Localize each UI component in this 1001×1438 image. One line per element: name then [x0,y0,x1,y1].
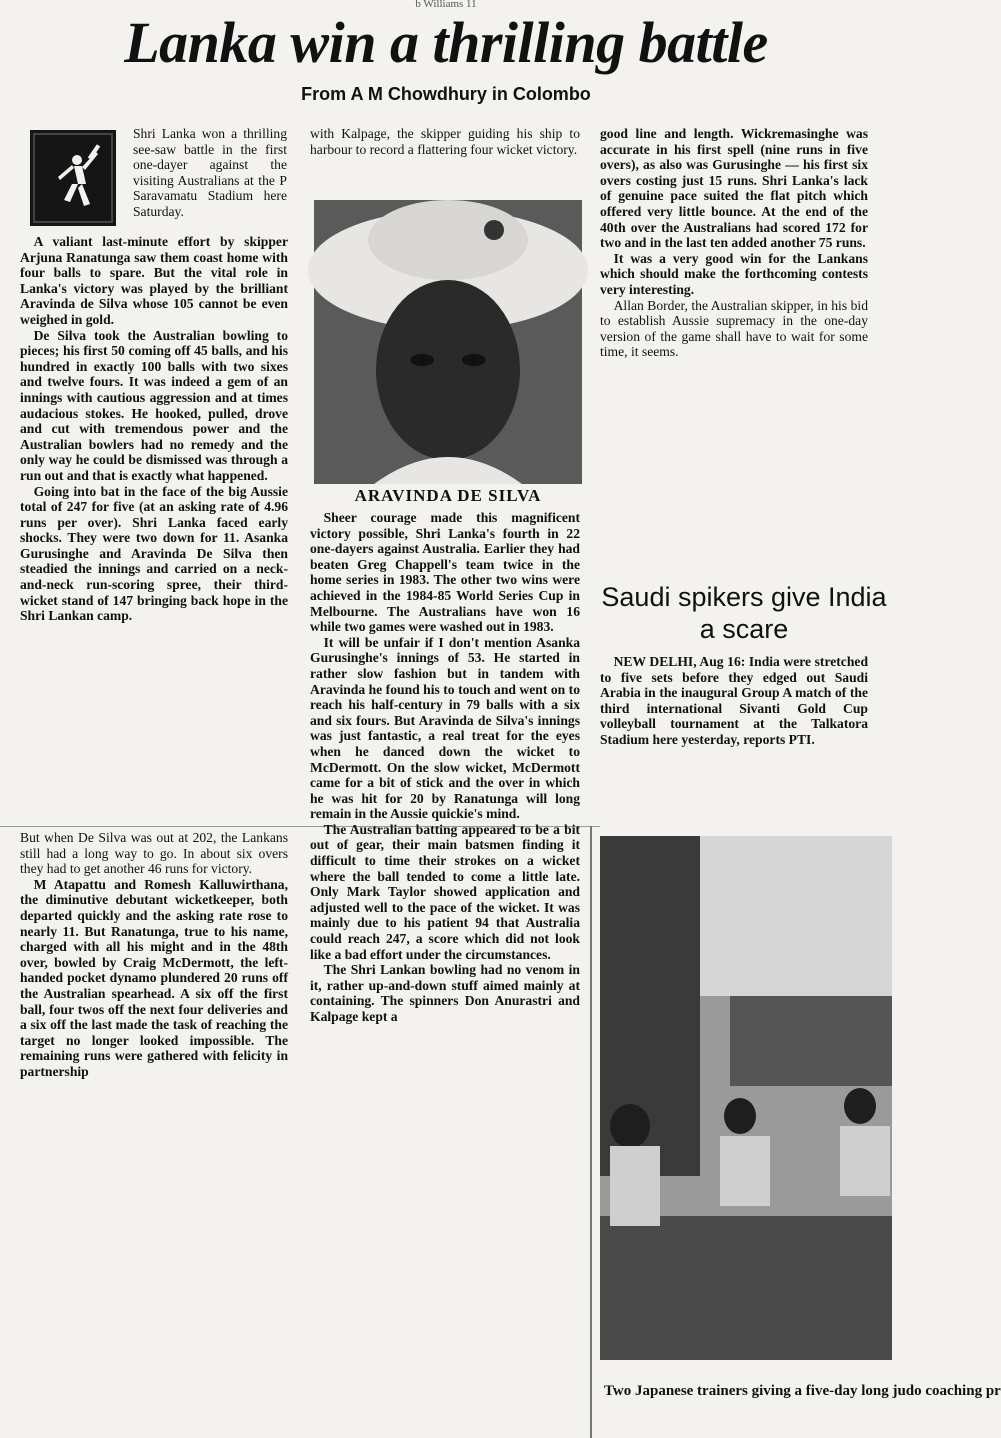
paragraph: The Australian batting appeared to be a bit out of gear, their main batsmen finding it difficult to time their strokes on a wicket where the ball tended to come a little late. Only Mark Taylor showed application and adjusted well to the pace of the wicket. It was mainly due to his patient 94 that Australia could reach 247, a score which did not look like a bad effort under the circumstances. [310,821,580,962]
paragraph: De Silva took the Australian bowling to pieces; his first 50 coming off 45 balls, and his hundred in exactly 100 balls with two sixes and twelve fours. It was indeed a gem of an innings with cautious aggression and at times audacious stokes. He hooked, pulled, drove and cut with tremendous power and the Australian bowlers had no remedy and the only way he could be dismissed was through a run out and that is exactly what happened. [20,327,288,483]
paragraph: But when De Silva was out at 202, the Lankans still had a long way to go. In about six overs they had to get another 46 runs for victory. [20,830,288,877]
paragraph: Sheer courage made this magnificent victory possible, Shri Lanka's fourth in 22 one-dayers against Australia. Earlier they had beaten Greg Chappell's team twice in the home series in 1983. The other two wins were achieved in the 1984-85 World Series Cup in Melbourne. The Australians have won 16 while two games were washed out in 1983. [310,510,580,635]
paragraph: with Kalpage, the skipper guiding his ship to harbour to record a flattering four wicket victory. [310,126,580,157]
paragraph: good line and length. Wickremasinghe was accurate in his first spell (nine runs in five overs), as also was Gurusinghe — his first six overs costing just 15 runs. Shri Lanka's lack of genuine pace suited the flat pitch which offered very little bounce. At the end of the 40th over the Australians had scored 172 for two and in the last ten added another 75 runs. [600,126,868,251]
top-strip: b Williams 11 [415,0,477,10]
paragraph: A valiant last-minute effort by skipper Arjuna Ranatunga saw them coast home with four balls to spare. But the vital role in Lanka's victory was played by the brilliant Aravinda de Silva whose 105 cannot be even weighed in gold. [20,234,288,327]
byline: From A M Chowdhury in Colombo [301,84,591,104]
story2-body-wrap [600,654,868,824]
headline: Lanka win a thrilling battle [124,10,768,75]
photo-caption: ARAVINDA DE SILVA [354,486,542,505]
story2-headline: Saudi spikers give India a scare [601,582,887,644]
paragraph: Going into bat in the face of the big Aussie total of 247 for five (at an asking rate of 4.96 runs per over). Shri Lanka faced early shocks. They were two down for 11. Asanka Gurusinghe and Aravinda De Silva then steadied the innings and carried on a neck-and-neck run-scoring spree, their third-wicket stand of 147 bringing back hope in the Shri Lankan camp. [20,483,288,624]
paragraph: It will be unfair if I don't mention Asanka Gurusinghe's innings of 53. He started in rather slow fashion but in tandem with Aravinda he found his to touch and went on to reach his half-century in 79 balls with a six and six fours. But Aravinda de Silva's innings was just fantastic, a real treat for the eyes when he danced down the wicket to McDermott. On the slow wicket, McDermott came for a bit of stick and the over in which he was hit for 20 by Ranatunga will long remain in the Aussie quickie's mind. [310,634,580,822]
col1-body [20,234,288,826]
story2-body: NEW DELHI, Aug 16: India were stretched to five sets before they edged out Saudi Arabia in the inaugural Group A match of the third international Sivanti Gold Cup volleyball tournament at the Talkatora Stadium here yesterday, reports PTI. [600,654,868,747]
paragraph: It was a very good win for the Lankans which should make the forthcoming contests very interesting. [600,250,868,297]
paragraph: Allan Border, the Australian skipper, in his bid to establish Aussie supremacy in the one-day version of the game shall have to wait for some time, it seems. [600,297,868,360]
col1-intro-wrap [133,126,287,236]
judo-photo [600,836,892,1360]
story-intro: Shri Lanka won a thrilling see-saw battle in the first one-dayer against the visiting Australians at the P Saravamatu Stadium here Saturday. [133,126,287,219]
col3-body [600,126,868,566]
col2-body [310,510,580,1430]
column-divider-vertical [590,826,592,1438]
judo-photo-caption: Two Japanese trainers giving a five-day long judo coaching pr [604,1383,1001,1399]
paragraph: M Atapattu and Romesh Kalluwirthana, the diminutive debutant wicketkeeper, both departed quickly and the asking rate rose to nearly 11. But Ranatunga, true to his name, charged with all his might and in the 48th over, bowled by Craig McDermott, the left-handed pocket dynamo plundered 20 runs off the Australian spearhead. A six off the first ball, four twos off the next four deliveries and a six off the last made the task of reaching the target no longer looked impossible. The remaining runs were gathered with felicity in partnership [20,876,288,1079]
paragraph: The Shri Lankan bowling had no venom in it, rather up-and-down stuff aimed mainly at containing. The spinners Don Anurastri and Kalpage kept a [310,962,580,1024]
portrait-photo [314,200,582,484]
col1-body-lower [20,830,288,1430]
cricket-logo-icon [30,130,116,226]
col2-top [310,126,580,196]
